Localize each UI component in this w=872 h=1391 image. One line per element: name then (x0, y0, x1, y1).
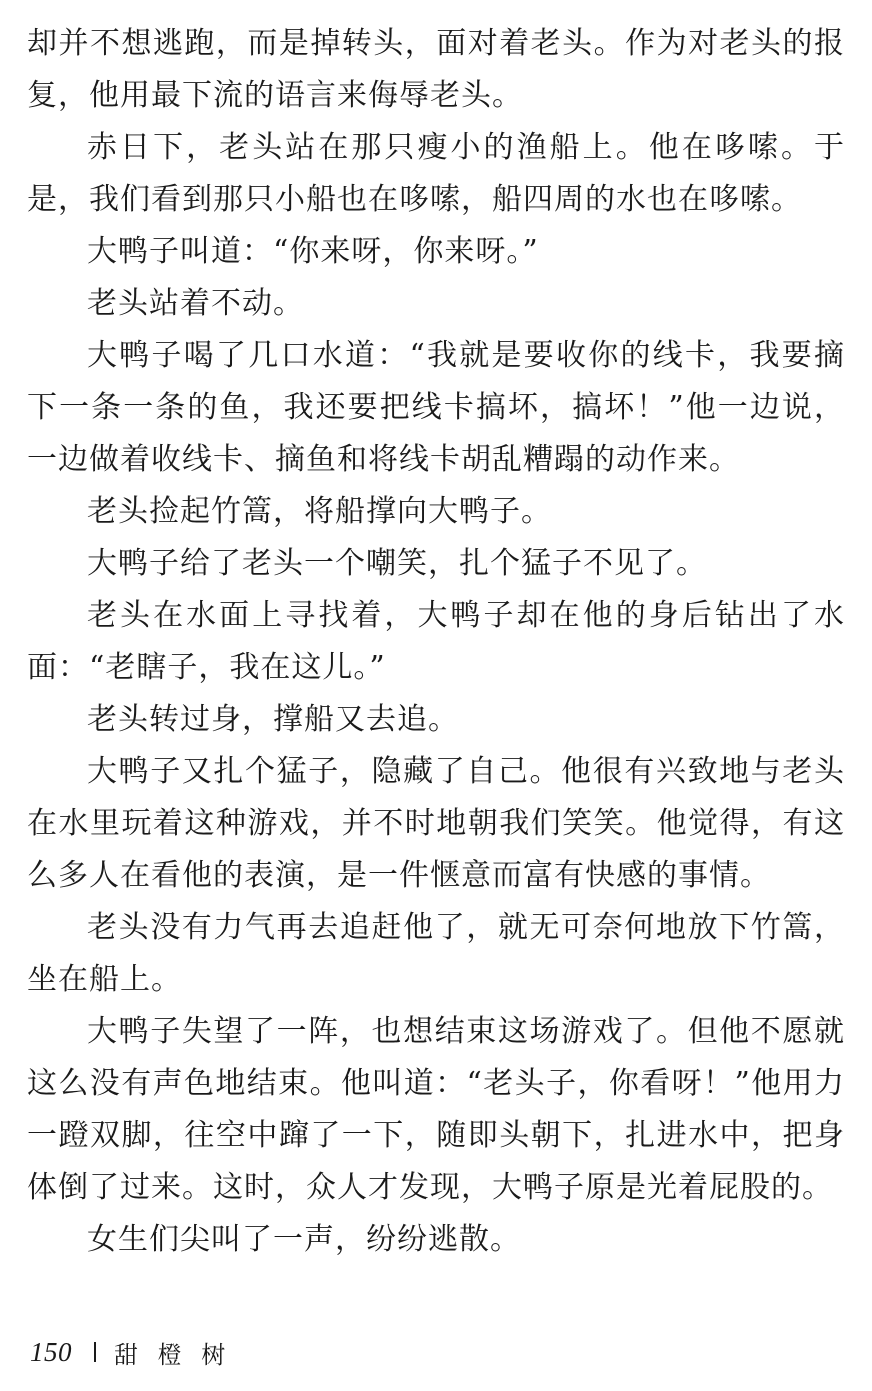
paragraph: 老头转过身，撑船又去追。 (87, 702, 459, 737)
paragraph: 大鸭子喝了几口水道：“我就是要收你的线卡，我要摘下一条一条的鱼，我还要把线卡搞坏，搞坏！”他一边说，一边做着收线卡、摘鱼和将线卡胡乱糟蹋的动作来。 (27, 338, 845, 477)
page-number: 150 (30, 1336, 72, 1367)
paragraph: 老头没有力气再去追赶他了，就无可奈何地放下竹篙，坐在船上。 (27, 910, 845, 997)
paragraph: 老头捡起竹篙，将船撑向大鸭子。 (87, 494, 552, 529)
page-footer (30, 1332, 231, 1372)
paragraph: 女生们尖叫了一声，纷纷逃散。 (87, 1222, 521, 1257)
paragraph: 大鸭子又扎个猛子，隐藏了自己。他很有兴致地与老头在水里玩着这种游戏，并不时地朝我们笑笑。他觉得，有这么多人在看他的表演，是一件惬意而富有快感的事情。 (27, 754, 845, 893)
paragraph: 大鸭子失望了一阵，也想结束这场游戏了。但他不愿就这么没有声色地结束。他叫道：“老头子，你看呀！”他用力一蹬双脚，往空中蹿了一下，随即头朝下，扎进水中，把身体倒了过来。这时，众人才发现，大鸭子原是光着屁股的。 (27, 1014, 845, 1205)
paragraph: 赤日下，老头站在那只瘦小的渔船上。他在哆嗦。于是，我们看到那只小船也在哆嗦，船四周的水也在哆嗦。 (27, 130, 845, 217)
paragraph: 大鸭子给了老头一个嘲笑，扎个猛子不见了。 (87, 546, 707, 581)
page-body (27, 18, 845, 1266)
paragraph: 大鸭子叫道：“你来呀，你来呀。” (87, 234, 539, 269)
paragraph: 老头在水面上寻找着，大鸭子却在他的身后钻出了水面：“老瞎子，我在这儿。” (27, 598, 845, 685)
book-title: 甜 橙 树 (114, 1340, 232, 1369)
paragraph: 老头站着不动。 (87, 286, 304, 321)
folio-divider (94, 1342, 96, 1362)
paragraph: 却并不想逃跑，而是掉转头，面对着老头。作为对老头的报复，他用最下流的语言来侮辱老头。 (27, 26, 845, 113)
